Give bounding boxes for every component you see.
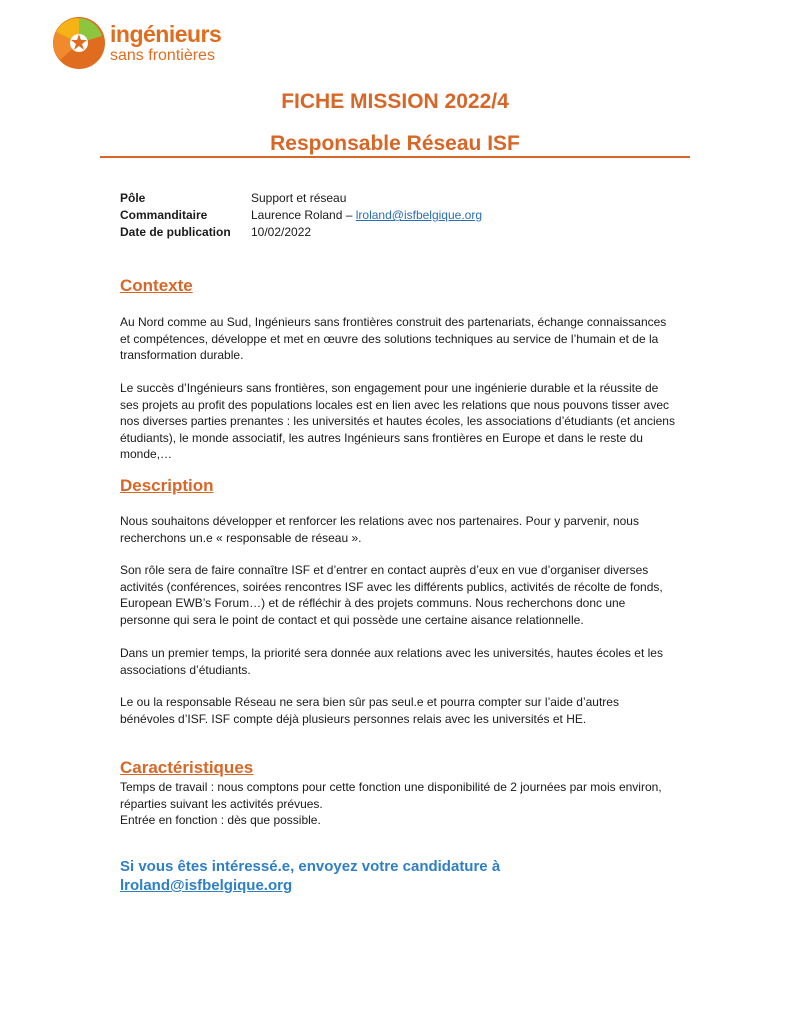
description-paragraph-1: Nous souhaitons développer et renforcer les relations avec nos partenaires. Pour y parvenir, nous recherchons un.e « responsable de réseau ». — [120, 514, 639, 545]
caracteristiques-line-2: Entrée en fonction : dès que possible. — [120, 813, 321, 827]
commanditaire-name: Laurence Roland – — [251, 208, 356, 222]
description-paragraph-3: Dans un premier temps, la priorité sera donnée aux relations avec les universités, hautes écoles et les associations d’étudiants. — [120, 646, 663, 677]
title-block — [100, 86, 690, 160]
contexte-heading: Contexte — [120, 276, 193, 295]
commanditaire-value — [251, 207, 482, 224]
pole-label: Pôle — [120, 191, 146, 205]
document-title: FICHE MISSION 2022/4 — [281, 90, 509, 113]
meta-row-commanditaire — [120, 207, 482, 224]
meta-row-pole — [120, 190, 482, 207]
logo-wordmark — [110, 20, 222, 64]
title-divider — [100, 156, 690, 158]
isf-logo-icon — [52, 16, 106, 70]
contexte-paragraph-1: Au Nord comme au Sud, Ingénieurs sans frontières construit des partenariats, échange connaissances et compétences, développe et met en œuvre des solutions techniques au service de l’humain et de la transformation durable. — [120, 315, 667, 362]
commanditaire-email-link[interactable]: lroland@isfbelgique.org — [355, 208, 483, 222]
date-value: 10/02/2022 — [251, 225, 312, 239]
description-paragraph-4: Le ou la responsable Réseau ne sera bien sûr pas seul.e et pourra compter sur l’aide d’autres bénévoles d’ISF. ISF compte déjà plusieurs personnes relais avec les universités et HE. — [120, 695, 619, 726]
date-label: Date de publication — [120, 225, 231, 239]
isf-logo — [52, 16, 221, 70]
meta-row-date — [120, 224, 482, 241]
cta-email-link[interactable]: lroland@isfbelgique.org — [120, 877, 293, 894]
meta-table — [120, 190, 482, 241]
caracteristiques-heading: Caractéristiques — [120, 758, 254, 777]
cta-text: Si vous êtes intéressé.e, envoyez votre candidature à — [120, 858, 501, 875]
logo-line-1: ingénieurs — [110, 20, 222, 47]
commanditaire-label: Commanditaire — [120, 208, 208, 222]
call-to-action — [120, 857, 680, 895]
contexte-paragraph-2: Le succès d’Ingénieurs sans frontières, son engagement pour une ingénierie durable et la réussite de ses projets au profit des populations locales est en lien avec les relations que nous pouvons tisser avec nos diverses parties prenantes : les universités et hautes écoles, les associations d’étudiants (et anciens étudiants), le monde associatif, les autres Ingénieurs sans frontières en Europe et dans le reste du monde,… — [120, 381, 675, 461]
description-heading: Description — [120, 476, 214, 495]
document-subtitle: Responsable Réseau ISF — [270, 132, 520, 155]
description-paragraph-2: Son rôle sera de faire connaître ISF et d’entrer en contact auprès d’eux en vue d’organiser diverses activités (conférences, soirées rencontres ISF avec les différents publics, activités de récolte de fonds, European EWB’s Forum…) et de réfléchir à des projets communs. Nous recherchons donc une personne qui sera le point de contact et qui possède une certaine aisance relationnelle. — [120, 563, 663, 627]
logo-line-2: sans frontières — [110, 46, 215, 64]
caracteristiques-line-1: Temps de travail : nous comptons pour cette fonction une disponibilité de 2 journées par mois environ, réparties suivant les activités prévues. — [120, 780, 662, 811]
pole-value: Support et réseau — [251, 191, 347, 205]
